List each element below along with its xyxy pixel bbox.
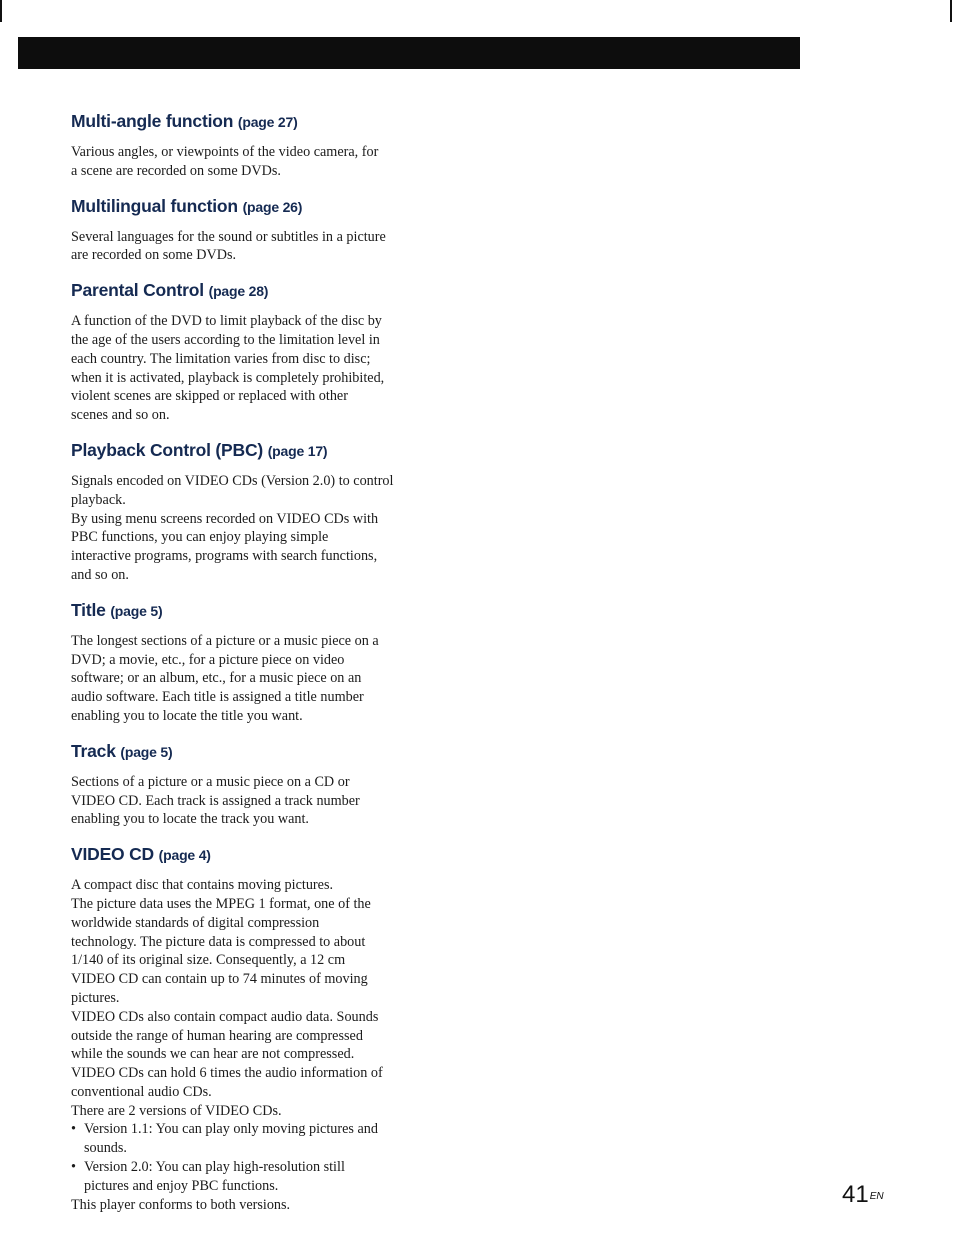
entry-line: worldwide standards of digital compression: [71, 914, 320, 931]
list-item-line: sounds.: [84, 1140, 127, 1157]
bullet-icon: •: [71, 1121, 76, 1138]
entry-body: [71, 632, 421, 726]
entry-page-ref: (page 5): [110, 602, 163, 619]
glossary-entry: [71, 108, 421, 181]
entry-line: while the sounds we can hear are not compressed.: [71, 1046, 355, 1063]
entry-heading: [71, 277, 421, 304]
entry-term: VIDEO CD: [71, 844, 154, 865]
entry-term: Multi-angle function: [71, 111, 234, 131]
entry-line: The picture data uses the MPEG 1 format, one of the: [71, 895, 371, 912]
entry-body: [71, 876, 421, 1214]
entry-body: [71, 312, 421, 425]
entry-line: technology. The picture data is compressed to about: [71, 933, 366, 950]
entry-line: VIDEO CDs can hold 6 times the audio information of: [71, 1065, 383, 1082]
entry-line: playback.: [71, 491, 126, 508]
entry-line: when it is activated, playback is completely prohibited,: [71, 369, 385, 386]
glossary-entry: [71, 193, 421, 266]
page-number: $41^{EN}$: [842, 1181, 884, 1208]
entry-line: conventional audio CDs.: [71, 1083, 212, 1100]
entry-line: interactive programs, programs with search functions,: [71, 548, 378, 565]
entry-term: Parental Control: [71, 280, 204, 301]
entry-line: There are 2 versions of VIDEO CDs.: [71, 1102, 282, 1119]
entry-line: DVD; a movie, etc., for a picture piece on video: [71, 651, 345, 668]
entry-line: enabling you to locate the track you want.: [71, 811, 309, 828]
entry-line: Sections of a picture or a music piece on a CD or: [71, 773, 350, 790]
entry-heading: [71, 437, 421, 464]
entry-page-ref: (page 27): [237, 114, 298, 130]
entry-closing-line: This player conforms to both versions.: [71, 1196, 291, 1213]
entry-line: The longest sections of a picture or a music piece on a: [71, 632, 379, 649]
glossary-entry: [71, 597, 421, 726]
entry-line: the age of the users according to the limitation level in: [71, 331, 380, 348]
entry-heading: [71, 738, 421, 765]
header-bar: [18, 37, 800, 69]
entry-page-ref: (page 4): [158, 847, 211, 864]
entry-line: and so on.: [71, 566, 129, 583]
entry-line: VIDEO CDs also contain compact audio data. Sounds: [71, 1008, 379, 1025]
entry-line: outside the range of human hearing are compressed: [71, 1027, 363, 1044]
list-item-line: Version 1.1: You can play only moving pictures and: [84, 1121, 378, 1138]
entry-line: a scene are recorded on some DVDs.: [71, 162, 281, 179]
entry-page-ref: (page 5): [120, 743, 173, 760]
entry-line: pictures.: [71, 989, 120, 1006]
entry-body: [71, 228, 421, 266]
entry-term: Track: [71, 740, 116, 761]
glossary-column: [71, 108, 421, 1214]
entry-page-ref: (page 26): [242, 198, 303, 215]
entry-line: A compact disc that contains moving pictures.: [71, 877, 334, 894]
entry-heading: [71, 597, 421, 624]
entry-line: 1/140 of its original size. Consequently, a 12 cm: [71, 952, 346, 969]
list-item: [71, 1158, 421, 1196]
crop-mark-right: [950, 0, 952, 22]
entry-term: Multilingual function: [71, 195, 238, 216]
entry-heading: [71, 108, 421, 135]
entry-term: Title: [71, 599, 106, 620]
entry-line: software; or an album, etc., for a music piece on an: [71, 670, 362, 687]
entry-body: [71, 143, 421, 181]
entry-line: PBC functions, you can enjoy playing simple: [71, 529, 329, 546]
bullet-icon: •: [71, 1159, 76, 1176]
glossary-entry: [71, 277, 421, 425]
glossary-entry: [71, 841, 421, 1214]
version-list: [71, 1120, 421, 1195]
entry-line: audio software. Each title is assigned a title number: [71, 689, 364, 706]
entry-line: A function of the DVD to limit playback of the disc by: [71, 313, 382, 330]
glossary-entry: [71, 738, 421, 829]
entry-page-ref: (page 17): [267, 442, 328, 459]
entry-body: [71, 773, 421, 829]
entry-term: Playback Control (PBC): [71, 439, 264, 460]
list-item-line: Version 2.0: You can play high-resolution still: [84, 1159, 345, 1176]
entry-line: By using menu screens recorded on VIDEO CDs with: [71, 510, 379, 527]
entry-heading: [71, 841, 421, 868]
entry-line: enabling you to locate the title you want.: [71, 707, 303, 724]
list-item-line: pictures and enjoy PBC functions.: [84, 1177, 279, 1194]
entry-line: scenes and so on.: [71, 407, 170, 424]
entry-heading: [71, 193, 421, 220]
entry-body: [71, 472, 421, 585]
entry-line: Several languages for the sound or subtitles in a picture: [71, 228, 386, 245]
entry-line: are recorded on some DVDs.: [71, 247, 237, 264]
glossary-entry: [71, 437, 421, 585]
crop-mark-left: [0, 0, 2, 22]
entry-line: Various angles, or viewpoints of the video camera, for: [71, 144, 379, 160]
entry-line: VIDEO CD. Each track is assigned a track number: [71, 792, 360, 809]
entry-line: violent scenes are skipped or replaced with other: [71, 388, 348, 405]
entry-line: each country. The limitation varies from disc to disc;: [71, 350, 371, 367]
entry-page-ref: (page 28): [208, 283, 269, 300]
list-item: [71, 1120, 421, 1158]
entry-line: Signals encoded on VIDEO CDs (Version 2.0) to control: [71, 472, 394, 489]
entry-line: VIDEO CD can contain up to 74 minutes of moving: [71, 971, 368, 988]
